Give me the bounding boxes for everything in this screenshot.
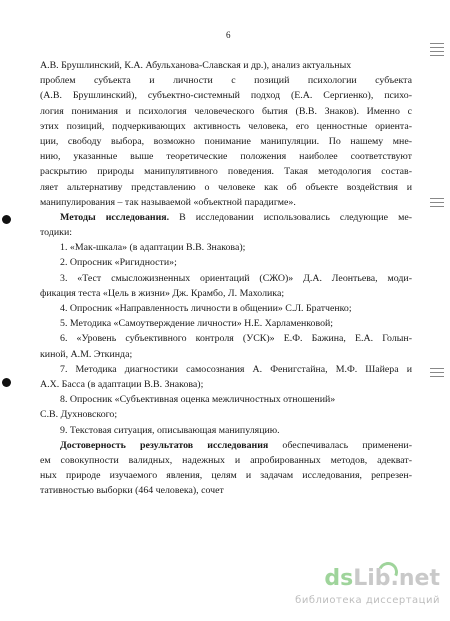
body-text <box>40 58 412 498</box>
list-item: 8. Опросник «Субъективная оценка межличностных отношений» <box>60 394 336 406</box>
text-line: киной, А.М. Эткинда; <box>40 348 133 360</box>
list-item: 3. «Тест смысложизненных ориентаций (СЖО)» Д.А. Леонтьева, моди- <box>60 272 412 284</box>
margin-mark <box>430 195 444 245</box>
punch-hole-mark <box>2 378 11 387</box>
text-line: ляет альтернативу представлению о человеке как об объекте воздействия и <box>40 181 412 193</box>
list-item: 6. «Уровень субъективного контроля (УСК)» Е.Ф. Бажина, Е.А. Голын- <box>60 333 412 345</box>
text-line: С.В. Духновского; <box>40 409 118 421</box>
list-item: 4. Опросник «Направленность личности в общении» С.Л. Братченко; <box>60 303 352 314</box>
section-heading: Методы исследования. <box>60 211 170 223</box>
text-line: А.Х. Басса (в адаптации В.В. Знакова); <box>40 378 204 390</box>
watermark-caption: библиотека диссертаций <box>295 595 440 606</box>
list-item: 9. Текстовая ситуация, описывающая манипуляцию. <box>60 424 280 436</box>
text-line: этих позиций, подчеркивающих активность человека, его ценностные ориента- <box>40 120 412 132</box>
list-item: 2. Опросник «Ригидности»; <box>60 257 177 269</box>
text-line: манипулирования – так называемой «объектной парадигме». <box>40 196 296 208</box>
list-item: 1. «Мак-шкала» (в адаптации В.В. Знакова); <box>60 242 246 254</box>
page-number: 6 <box>226 30 231 40</box>
text-line: раскрытию природы манипулятивного поведения. Такая методология состав- <box>40 166 412 178</box>
margin-mark <box>430 40 444 90</box>
text-line: тативностью выборки (464 человека), сочет <box>40 485 224 497</box>
punch-hole-mark <box>2 215 11 224</box>
text-line: логия понимания и психология человеческого бытия (В.В. Знаков). Именно с <box>40 105 412 117</box>
text-line: Достоверность результатов исследования обеспечивалась применени- <box>60 439 412 451</box>
text-line: фикация теста «Цель в жизни» Дж. Крамбо, Л. Махолика; <box>40 287 285 299</box>
text-line: А.В. Брушлинский, К.А. Абульханова-Славская и др.), анализ актуальных <box>40 60 352 71</box>
list-item: 7. Методика диагностики самосознания А. Фенигстайна, М.Ф. Шайера и <box>60 363 412 375</box>
text-line: ции, свободу выбора, возможно понимание манипуляции. По нашему мне- <box>40 135 412 147</box>
text-line: ных природе изучаемого явления, целям и задачам исследования, репрезен- <box>40 470 412 482</box>
text-line: тодики: <box>40 227 72 239</box>
text-line: ем совокупности валидных, надежных и апробированных методов, адекват- <box>40 454 412 466</box>
text-line: нию, указанные выше теоретические положения наиболее соответствуют <box>40 151 412 163</box>
text-line: проблем субъекта и личности с позиций психологии субъекта <box>40 75 412 87</box>
text-line: Методы исследования. В исследовании использовались следующие ме- <box>60 211 412 223</box>
text-line: (А.В. Брушлинский), субъектно-системный подход (Е.А. Сергиенко), психо- <box>40 90 412 102</box>
margin-mark <box>430 365 444 415</box>
list-item: 5. Методика «Самоутверждение личности» Н.Е. Харламенковой; <box>60 318 334 330</box>
watermark-logo: dsLib.net библиотека диссертаций <box>290 566 440 611</box>
section-heading: Достоверность результатов исследования <box>60 439 269 451</box>
